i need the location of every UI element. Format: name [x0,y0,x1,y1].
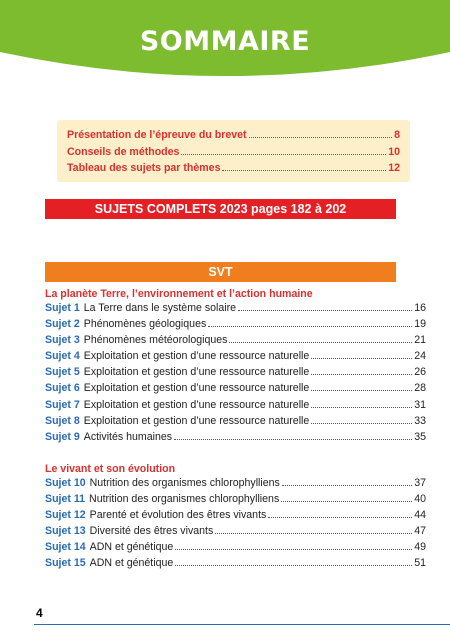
sujet-label: ADN et génétique [89,557,174,570]
dot-leader [238,310,412,311]
sujet-label: Nutrition des organismes chlorophylliens [89,477,280,489]
toc-entry[interactable] [45,493,426,509]
sujet-number: Sujet 8 [45,414,80,427]
dot-leader [208,326,412,327]
sujet-page: 16 [414,302,426,314]
toc-entry[interactable] [45,382,426,398]
intro-item-page: 12 [388,162,400,174]
sujet-page: 26 [414,366,426,379]
section-title-terre: La planète Terre, l’environnement et l’action humaine [45,288,313,300]
dot-leader [268,517,412,518]
sujet-label: La Terre dans le système solaire [83,302,237,314]
toc-entry[interactable] [45,525,426,541]
sujet-page: 19 [414,318,426,331]
intro-item[interactable] [67,129,400,146]
toc-entry[interactable] [45,557,426,573]
sujet-number: Sujet 6 [45,382,80,395]
sujet-label: Exploitation et gestion d’une ressource naturelle [83,366,310,379]
sujet-number: Sujet 7 [45,398,80,411]
sujet-number: Sujet 12 [45,509,86,522]
toc-entry[interactable] [45,350,426,366]
dot-leader [311,374,412,375]
intro-item-page: 8 [394,129,400,141]
sujet-number: Sujet 15 [45,557,86,570]
dot-leader [181,154,386,155]
sujet-label: Exploitation et gestion d’une ressource naturelle [83,398,310,411]
sujets-complets-banner[interactable]: SUJETS COMPLETS 2023 pages 182 à 202 [45,199,396,219]
dot-leader [215,533,412,534]
sujet-page: 49 [414,541,426,554]
sujet-number: Sujet 5 [45,366,80,379]
sujet-label: Diversité des êtres vivants [89,525,214,538]
dot-leader [311,407,412,408]
toc-entry[interactable] [45,318,426,334]
sujet-label: Exploitation et gestion d’une ressource naturelle [83,350,310,363]
section-title-vivant: Le vivant et son évolution [45,463,176,475]
intro-item-label: Conseils de méthodes [67,145,180,158]
sujet-label: Activités humaines [83,430,173,443]
toc-entry[interactable] [45,302,426,318]
sujet-page: 37 [414,477,426,489]
dot-leader [311,390,412,391]
sujet-number: Sujet 1 [45,302,80,314]
intro-box [57,120,410,182]
sujet-page: 40 [414,493,426,506]
toc-entry[interactable] [45,541,426,557]
dot-leader [229,342,412,343]
sujet-page: 28 [414,382,426,395]
toc-entry[interactable] [45,477,426,493]
sujet-page: 47 [414,525,426,538]
footer-rule [34,624,450,625]
sujet-page: 33 [414,414,426,427]
section-list-vivant [45,477,426,574]
toc-entry[interactable] [45,431,426,447]
sujet-number: Sujet 2 [45,318,80,331]
sujet-number: Sujet 14 [45,541,86,554]
sujet-number: Sujet 10 [45,477,86,489]
sujet-label: Nutrition des organismes chlorophylliens [89,493,280,506]
intro-item[interactable] [67,146,400,163]
page-title: SOMMAIRE [139,26,311,57]
sujet-page: 21 [414,334,426,347]
toc-entry[interactable] [45,399,426,415]
sujet-label: Exploitation et gestion d’une ressource naturelle [83,382,310,395]
sujet-page: 31 [414,398,426,411]
dot-leader [175,549,412,550]
sujet-page: 44 [414,509,426,522]
dot-leader [282,485,412,486]
toc-entry[interactable] [45,366,426,382]
dot-leader [175,565,412,566]
intro-item-label: Présentation de l’épreuve du brevet [67,129,247,141]
sujet-page: 24 [414,350,426,363]
intro-item[interactable] [67,162,400,179]
toc-entry[interactable] [45,415,426,431]
sujet-number: Sujet 13 [45,525,86,538]
dot-leader [311,358,412,359]
sujet-number: Sujet 4 [45,350,80,363]
sujet-number: Sujet 11 [45,493,86,506]
intro-item-page: 10 [388,145,400,158]
sujet-label: Phénomènes géologiques [83,318,207,331]
sujet-label: Exploitation et gestion d’une ressource naturelle [83,414,310,427]
dot-leader [281,501,412,502]
dot-leader [249,137,393,138]
sujet-number: Sujet 9 [45,430,80,443]
dot-leader [311,423,412,424]
dot-leader [174,439,412,440]
sujet-label: Parenté et évolution des êtres vivants [89,509,267,522]
sujet-label: Phénomènes météorologiques [83,334,228,347]
sujet-label: ADN et génétique [89,541,174,554]
toc-entry[interactable] [45,334,426,350]
svt-banner: SVT [45,262,396,282]
page-number: 4 [36,606,43,620]
intro-item-label: Tableau des sujets par thèmes [67,162,221,174]
toc-entry[interactable] [45,509,426,525]
dot-leader [222,170,386,171]
sujet-number: Sujet 3 [45,334,80,347]
section-list-terre [45,302,426,447]
sujet-page: 51 [414,557,426,570]
header-banner [0,0,450,82]
sujet-page: 35 [414,430,426,443]
